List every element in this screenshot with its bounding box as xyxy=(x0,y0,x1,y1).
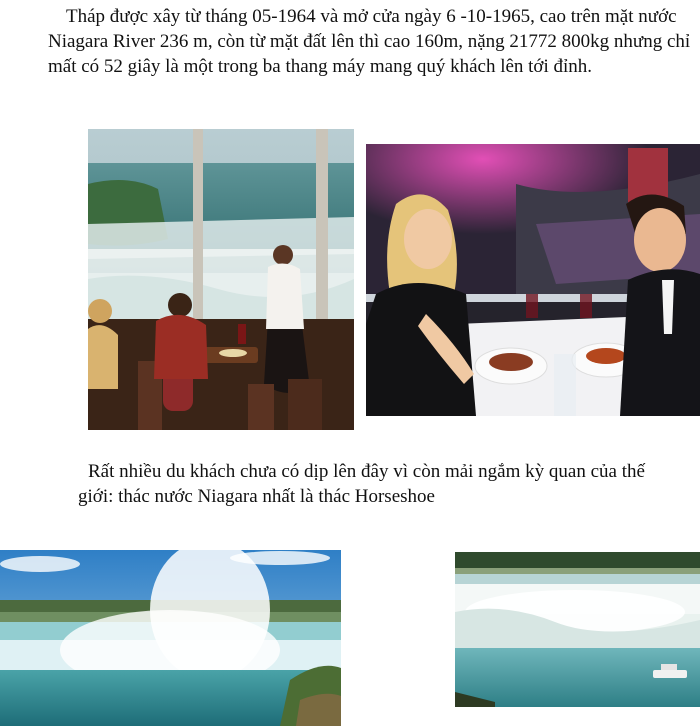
couple-dining-night-photo xyxy=(366,144,700,416)
restaurant-falls-view-photo xyxy=(88,129,354,430)
american-falls-boat-photo xyxy=(455,552,700,707)
horseshoe-falls-photo xyxy=(0,550,341,726)
paragraph-tower-history: Tháp được xây từ tháng 05-1964 và mở cửa ngày 6 -10-1965, cao trên mặt nước Niagara River 236 m, còn từ mặt đất lên thì cao 160m, nặng 21772 800kg nhưng chỉ mất có 52 giây là một trong ba thang máy mang quý khách lên tới đỉnh. xyxy=(48,6,691,77)
paragraph-horseshoe-falls: Rất nhiều du khách chưa có dịp lên đây vì còn mải ngắm kỳ quan của thế giới: thác nước Niagara nhất là thác Horseshoe xyxy=(78,461,645,507)
